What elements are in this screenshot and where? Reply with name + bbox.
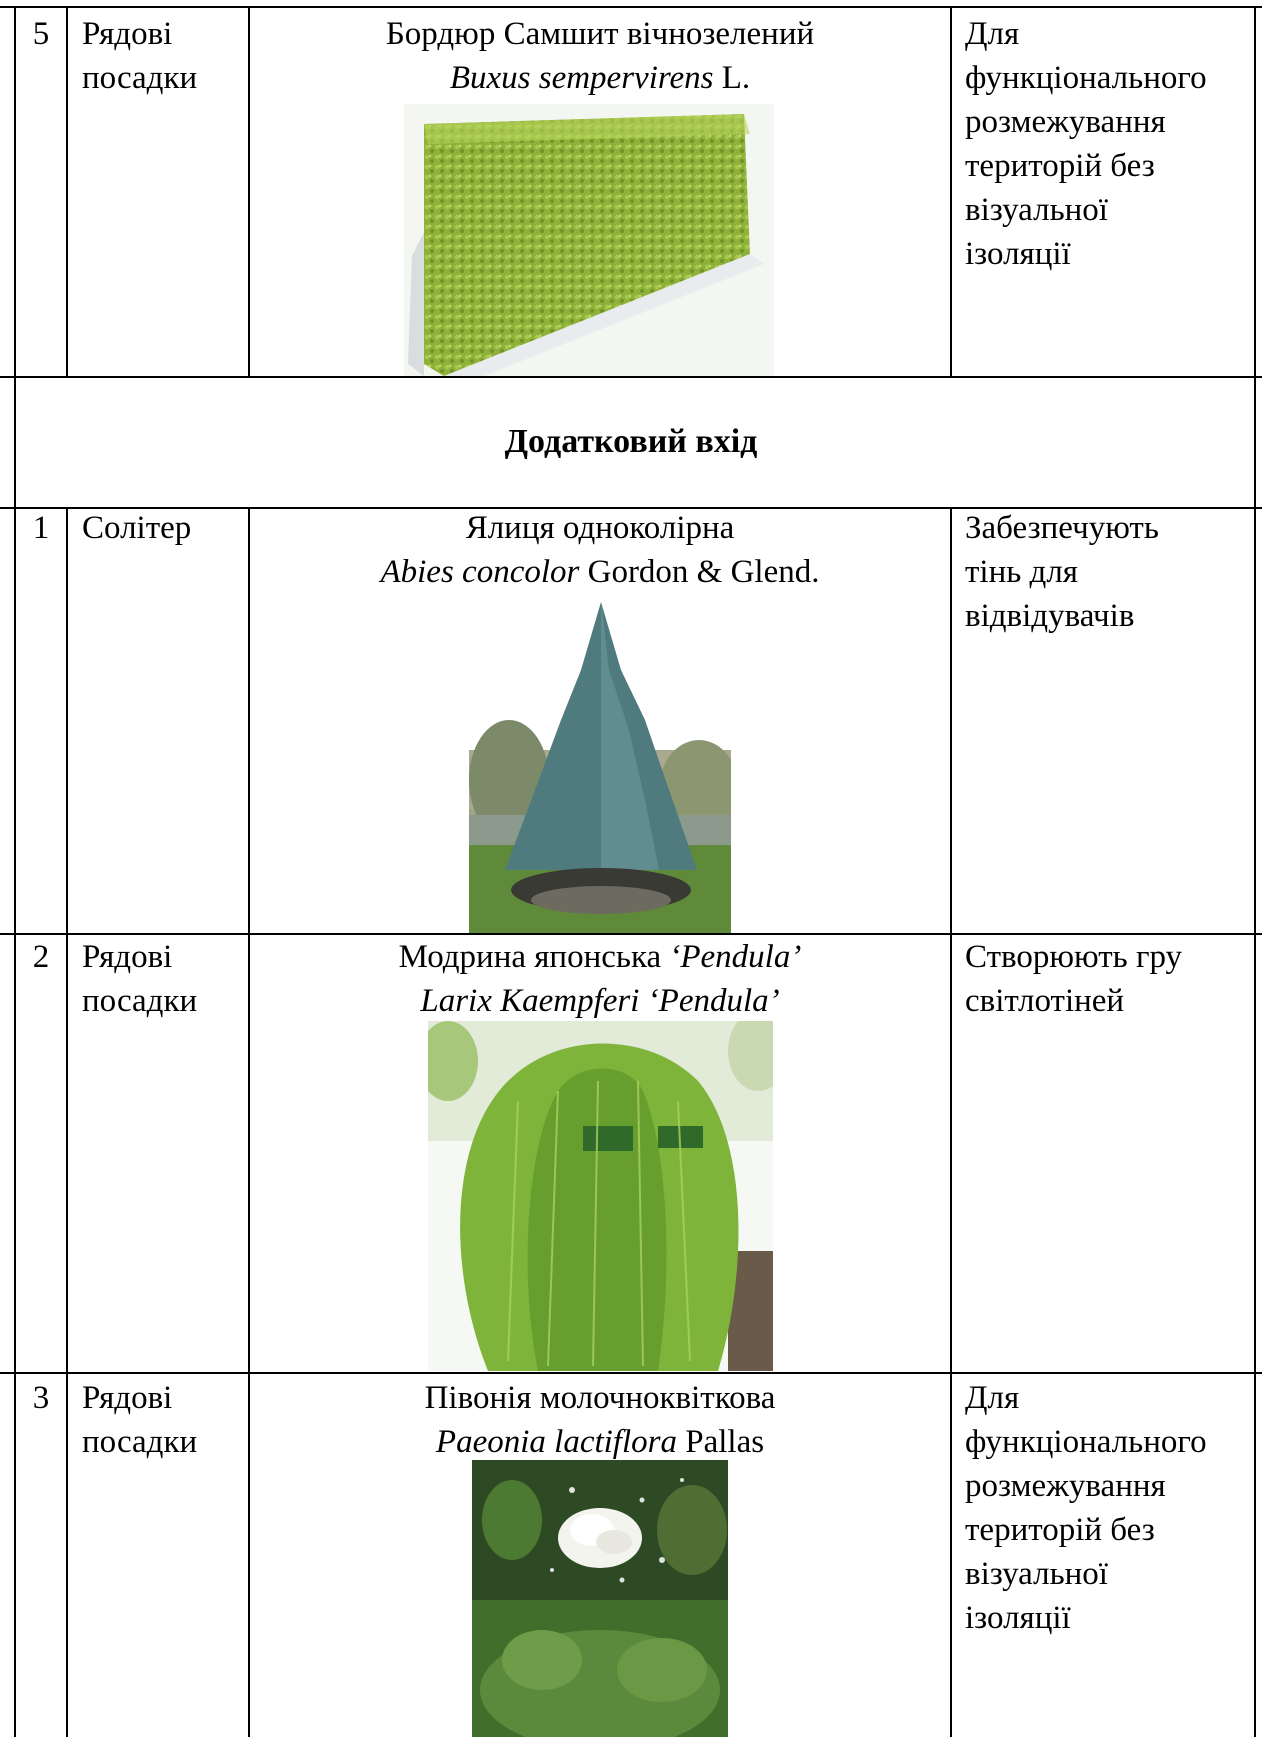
- rule-col2-b: [248, 507, 250, 1737]
- purpose-line: тінь для: [965, 554, 1078, 590]
- boxwood-hedge-image: [404, 104, 774, 376]
- purpose-line: функціонального: [965, 60, 1207, 96]
- plant-purpose: [965, 12, 1253, 276]
- purpose-line: ізоляції: [965, 1600, 1071, 1636]
- planting-type-line2: посадки: [82, 1424, 198, 1460]
- plant-name-ua: Бордюр Самшит вічнозелений: [385, 16, 815, 52]
- latin-author: Gordon & Glend.: [579, 554, 820, 590]
- planting-type-line2: посадки: [82, 983, 198, 1019]
- planting-type: [82, 12, 247, 100]
- rule-right: [1254, 6, 1256, 1737]
- purpose-line: розмежування: [965, 104, 1166, 140]
- latin-binomial: Abies concolor: [380, 554, 580, 590]
- plant-name-latin: [250, 550, 950, 594]
- plant-name: [250, 1376, 950, 1464]
- purpose-line: Створюють гру: [965, 939, 1183, 975]
- plant-name-latin: [250, 1420, 950, 1464]
- rule-col1-a: [66, 6, 68, 377]
- rule-left: [14, 6, 16, 1737]
- plant-name: [250, 12, 950, 100]
- row-number: 3: [32, 1380, 50, 1416]
- row-number: 2: [32, 939, 50, 975]
- rule-top: [0, 6, 1262, 8]
- rule-col3-a: [950, 6, 952, 377]
- purpose-line: візуальної: [965, 192, 1108, 228]
- latin-author: L.: [713, 60, 751, 96]
- plant-purpose: [965, 506, 1253, 638]
- planting-type-line1: Рядові: [82, 16, 173, 52]
- purpose-line: територій без: [965, 1512, 1155, 1548]
- purpose-line: розмежування: [965, 1468, 1166, 1504]
- latin-author: Pallas: [676, 1424, 765, 1460]
- row-number: 5: [32, 16, 50, 52]
- row-number: 1: [32, 510, 50, 546]
- cultivar-name: ‘Pendula’: [669, 939, 802, 975]
- latin-binomial: Buxus sempervirens: [449, 60, 714, 96]
- rule-col1-b: [66, 507, 68, 1737]
- latin-binomial: Larix Kaempferi ‘Pendula’: [420, 983, 780, 1019]
- plant-name-latin: [250, 979, 950, 1023]
- plant-purpose: [965, 935, 1253, 1023]
- white-fir-image: [469, 600, 731, 933]
- planting-type-line1: Рядові: [82, 1380, 173, 1416]
- purpose-line: відвідувачів: [965, 598, 1135, 634]
- purpose-line: світлотіней: [965, 983, 1125, 1019]
- plant-name-ua: Ялиця одноколірна: [465, 510, 735, 546]
- plant-purpose: [965, 1376, 1253, 1640]
- planting-type-line1: Рядові: [82, 939, 173, 975]
- purpose-line: візуальної: [965, 1556, 1108, 1592]
- planting-type: [82, 935, 247, 1023]
- purpose-line: територій без: [965, 148, 1155, 184]
- weeping-larch-image: [428, 1021, 773, 1371]
- purpose-line: Забезпечують: [965, 510, 1159, 546]
- latin-binomial: Paeonia lactiflora: [435, 1424, 677, 1460]
- planting-type: [82, 1376, 247, 1464]
- plant-name-ua: [250, 935, 950, 979]
- rule-col3-b: [950, 507, 952, 1737]
- planting-type-line2: посадки: [82, 60, 198, 96]
- planting-type: [82, 506, 247, 550]
- plant-name-latin: [250, 56, 950, 100]
- plant-name-ua-text: Модрина японська: [398, 939, 670, 975]
- purpose-line: Для: [965, 1380, 1020, 1416]
- section-title: Додатковий вхід: [504, 423, 758, 460]
- rule-row3-bottom: [0, 1372, 1262, 1374]
- planting-type-line1: Солітер: [82, 510, 192, 546]
- purpose-line: ізоляції: [965, 236, 1071, 272]
- plant-name: [250, 506, 950, 594]
- peony-image: [472, 1460, 728, 1737]
- plant-name: [250, 935, 950, 1023]
- purpose-line: Для: [965, 16, 1020, 52]
- purpose-line: функціонального: [965, 1424, 1207, 1460]
- rule-row1-bottom: [0, 376, 1262, 378]
- plant-name-ua: Півонія молочноквіткова: [424, 1380, 776, 1416]
